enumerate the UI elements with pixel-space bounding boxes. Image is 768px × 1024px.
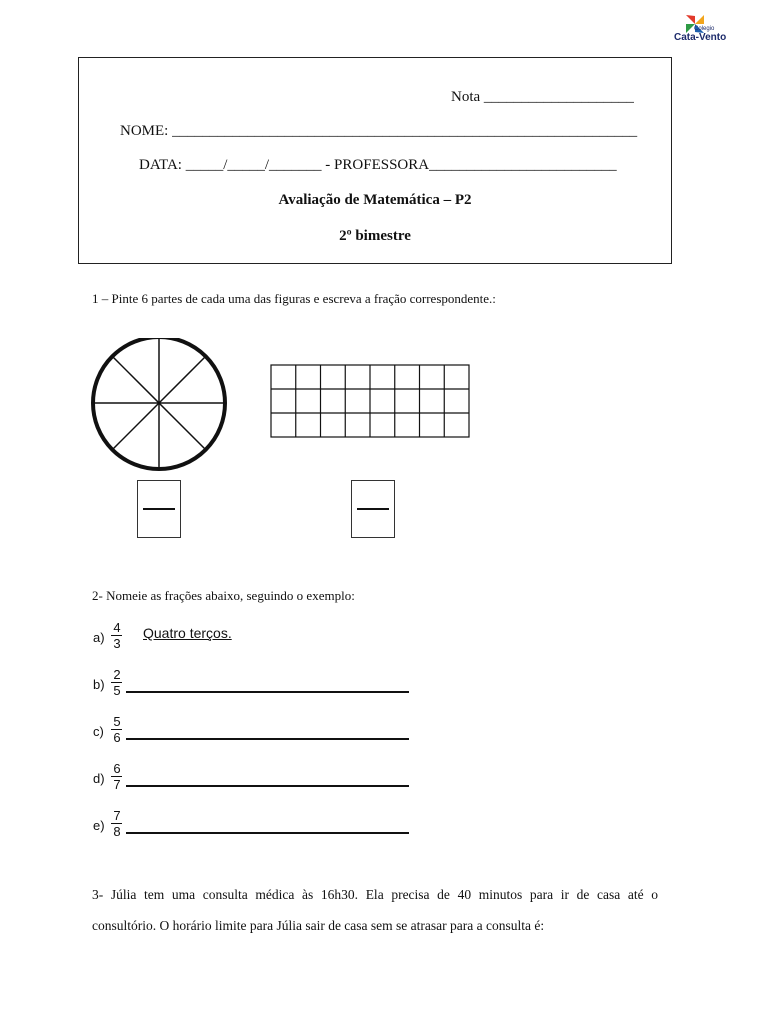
school-logo <box>668 10 740 56</box>
denominator: 6 <box>113 730 121 745</box>
denominator: 5 <box>113 683 121 698</box>
question-3-line-2: consultório. O horário limite para Júlia sair de casa sem se atrasar para a consulta é: <box>92 918 545 933</box>
numerator: 7 <box>113 808 121 823</box>
item-label: b) <box>93 677 105 692</box>
answer-line[interactable] <box>126 691 409 693</box>
item-label: a) <box>93 630 105 645</box>
nota-field: Nota ____________________ <box>451 89 634 105</box>
header-box <box>78 57 672 264</box>
answer-line[interactable] <box>126 832 409 834</box>
fraction-answer-box-grid[interactable] <box>351 480 395 538</box>
example-answer: Quatro terços. <box>143 625 232 641</box>
denominator: 7 <box>113 777 121 792</box>
numerator: 5 <box>113 714 121 729</box>
question-3-line-1: 3- Júlia tem uma consulta médica às 16h30. Ela precisa de 40 minutos para ir de casa até o <box>92 887 658 902</box>
logo-brand-text: Cata-Vento <box>674 32 727 43</box>
item-label: e) <box>93 818 105 833</box>
denominator: 8 <box>113 824 121 839</box>
answer-line[interactable] <box>126 738 409 740</box>
denominator: 3 <box>113 636 121 651</box>
nome-field: NOME: ______________________________________________________________ <box>120 123 638 139</box>
item-label: c) <box>93 724 104 739</box>
data-professora-field: DATA: _____/_____/_______ - PROFESSORA_________________________ <box>139 157 617 173</box>
numerator: 4 <box>113 620 121 635</box>
item-label: d) <box>93 771 105 786</box>
numerator: 6 <box>113 761 121 776</box>
numerator: 2 <box>113 667 121 682</box>
fraction-answer-box-circle[interactable] <box>137 480 181 538</box>
question-1-text: 1 – Pinte 6 partes de cada uma das figuras e escreva a fração correspondente.: <box>92 291 496 306</box>
page-subtitle: 2º bimestre <box>339 228 411 244</box>
page-title: Avaliação de Matemática – P2 <box>278 192 472 208</box>
answer-line[interactable] <box>126 785 409 787</box>
question-2-text: 2- Nomeie as frações abaixo, seguindo o exemplo: <box>92 588 355 603</box>
circle-figure <box>90 338 230 478</box>
logo-small-text: Colegio <box>694 26 715 32</box>
grid-figure <box>270 364 472 440</box>
